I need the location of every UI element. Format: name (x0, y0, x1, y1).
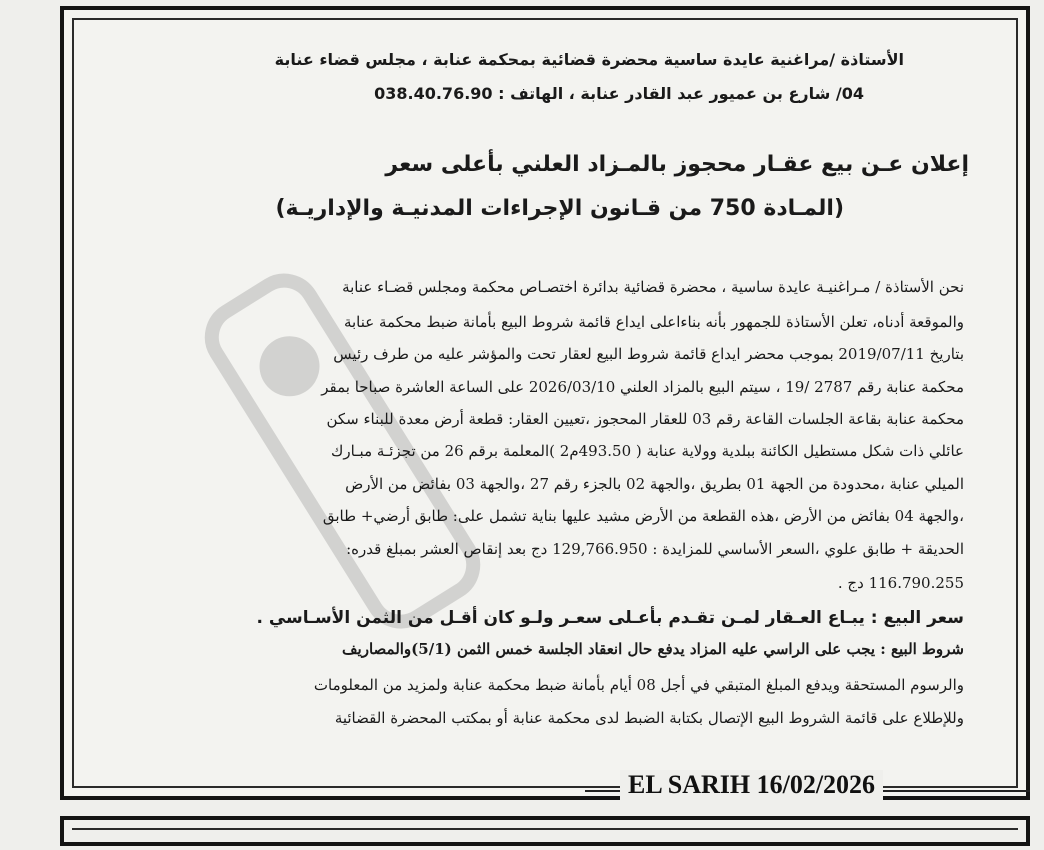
header-line-2: 04/ شارع بن عميور عبد القادر عنابة ، الهاتف : 038.40.76.90 (374, 84, 864, 103)
title-line-2: (المـادة 750 من قـانون الإجراءات المدنيـة والإداريـة) (275, 196, 844, 221)
title-line-1: إعلان عـن بيع عقـار محجوز بالمـزاد العلني بأعلى سعر (385, 152, 969, 177)
body-line: الميلي عنابة ،محدودة من الجهة 01 بطريق ،والجهة 02 بالجزء رقم 27 ،والجهة 03 بفائض من الأرض (345, 475, 964, 493)
sale-price-line: سعر البيع : يبـاع العـقار لمـن تقـدم بأعـلى سعـر ولـو كان أقـل من الثمن الأسـاسي . (256, 608, 964, 628)
body-line: محكمة عنابة بقاعة الجلسات القاعة رقم 03 للعقار المحجوز ،تعيين العقار: قطعة أرض معدة للبناء سكن (326, 410, 964, 428)
conditions-line: والرسوم المستحقة ويدفع المبلغ المتبقي في أجل 08 أيام بأمانة ضبط محكمة عنابة ولمزيد من المعلومات (313, 676, 964, 694)
next-announcement-inner-border (72, 828, 1018, 850)
body-line: ،والجهة 04 بفائض من الأرض ،هذه القطعة من الأرض مشيد عليها بناية تشمل على: طابق أرضي+ طابق (322, 507, 964, 525)
next-announcement-frame (60, 816, 1030, 846)
body-line: بتاريخ 2019/07/11 بموجب محضر ايداع قائمة شروط البيع لعقار تحت والمؤشر عليه من طرف رئيس (333, 345, 964, 363)
body-line: نحن الأستاذة / مـراغنيـة عايدة ساسية ، محضرة قضائية بدائرة اختصـاص محكمة ومجلس قضـاء عنابة (342, 278, 964, 296)
body-line: والموقعة أدناه، تعلن الأستاذة للجمهور بأنه بناءاعلى ايداع قائمة شروط البيع بأمانة ضبط محكمة عنابة (343, 313, 964, 331)
header-line-1: الأستاذة /مراغنية عايدة ساسية محضرة قضائية بمحكمة عنابة ، مجلس قضاء عنابة (274, 50, 904, 69)
conditions-line: وللإطلاع على قائمة الشروط البيع الإتصال بكتابة الضبط لدى محكمة عنابة أو بمكتب المحضرة القضائية (334, 709, 964, 727)
body-line: عائلي ذات شكل مستطيل الكائنة ببلدية وولاية عنابة ( 493.50م2 )المعلمة برقم 26 من تجزئـة مبـارك (330, 442, 964, 460)
body-line: 116.790.255 دج . (837, 574, 964, 592)
announcement-inner-border (72, 18, 1018, 788)
footer-source: EL SARIH 16/02/2026 (620, 770, 883, 800)
conditions-line: شروط البيع : يجب على الراسي عليه المزاد يدفع حال انعقاد الجلسة خمس الثمن (5/1)والمصاريف (342, 640, 964, 658)
body-line: محكمة عنابة رقم 2787 /19 ، سيتم البيع بالمزاد العلني 2026/03/10 على الساعة العاشرة صباحا بمقر (321, 378, 964, 396)
body-line: الحديقة + طابق علوي ،السعر الأساسي للمزايدة : 129,766.950 دج بعد إنقاص العشر بمبلغ قدره: (346, 540, 964, 558)
